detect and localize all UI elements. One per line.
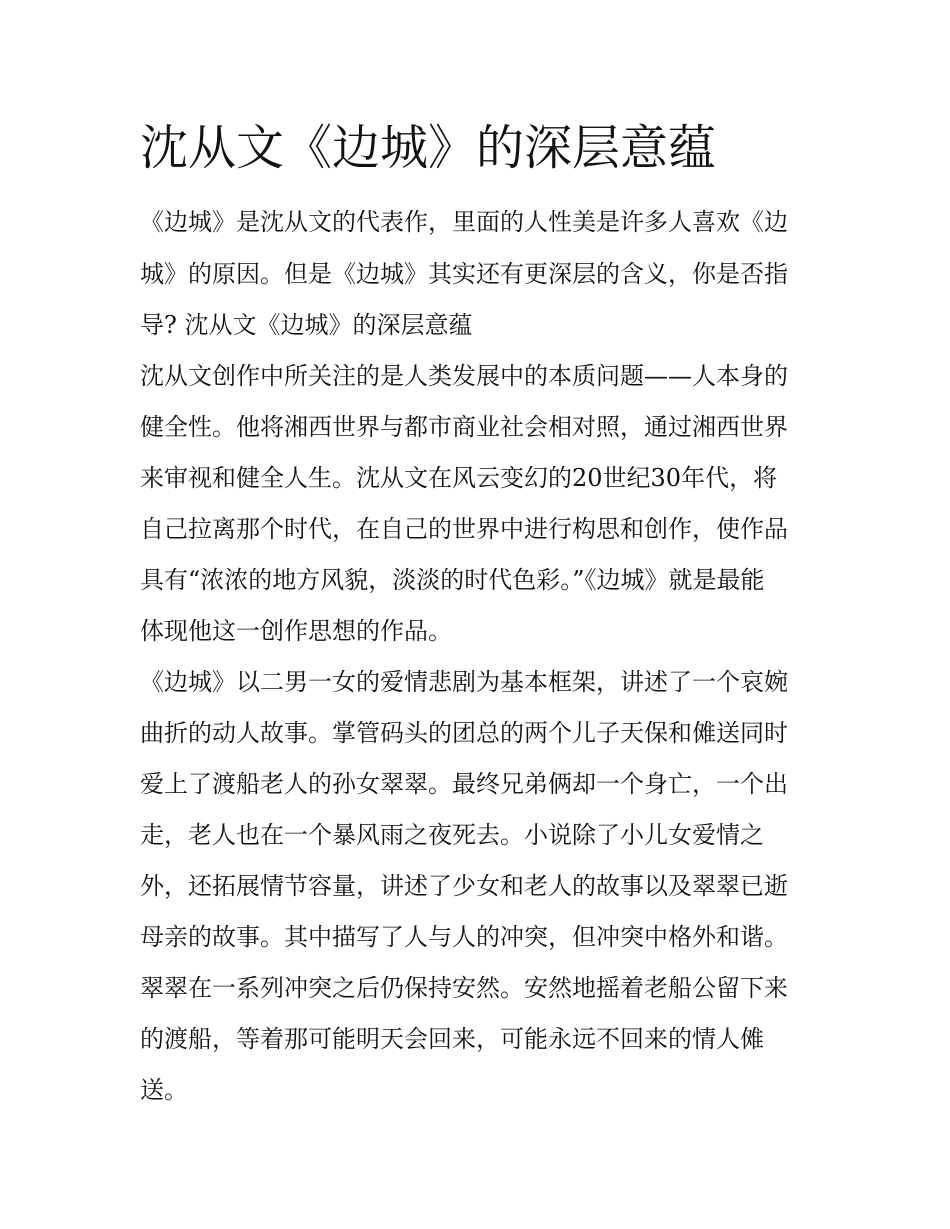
- text-line: 翠翠在一系列冲突之后仍保持安然。安然地摇着老船公留下来: [140, 974, 788, 1002]
- text-line: 《边城》是沈从文的代表作，里面的人性美是许多人喜欢《边: [140, 208, 788, 236]
- text-line: 体现他这一创作思想的作品。: [140, 617, 452, 645]
- text-line: 城》的原因。但是《边城》其实还有更深层的含义，你是否指: [140, 260, 788, 288]
- text-line: 母亲的故事。其中描写了人与人的冲突，但冲突中格外和谐。: [140, 923, 788, 951]
- text-line: 自己拉离那个时代，在自己的世界中进行构思和创作，使作品: [140, 515, 788, 543]
- text-line: 外，还拓展情节容量，讲述了少女和老人的故事以及翠翠已逝: [140, 872, 788, 900]
- text-line: 走，老人也在一个暴风雨之夜死去。小说除了小儿女爱情之: [140, 821, 764, 849]
- text-line: 曲折的动人故事。掌管码头的团总的两个儿子天保和傩送同时: [140, 719, 788, 747]
- text-line: 的渡船，等着那可能明天会回来，可能永远不回来的情人傩: [140, 1025, 764, 1053]
- text-line: 沈从文创作中所关注的是人类发展中的本质问题——人本身的: [140, 362, 788, 390]
- text-line: 送。: [140, 1076, 188, 1104]
- text-line: 《边城》以二男一女的爱情悲剧为基本框架，讲述了一个哀婉: [140, 668, 788, 696]
- text-line: 导? 沈从文《边城》的深层意蕴: [140, 311, 473, 339]
- text-line: 健全性。他将湘西世界与都市商业社会相对照，通过湘西世界: [140, 413, 788, 441]
- text-line: 爱上了渡船老人的孙女翠翠。最终兄弟俩却一个身亡，一个出: [140, 770, 788, 798]
- page-title: 沈从文《边城》的深层意蕴: [140, 120, 717, 176]
- text-line: 来审视和健全人生。沈从文在风云变幻的20世纪30年代，将: [140, 464, 778, 492]
- text-line: 具有“浓浓的地方风貌，淡淡的时代色彩。”《边城》就是最能: [140, 566, 765, 594]
